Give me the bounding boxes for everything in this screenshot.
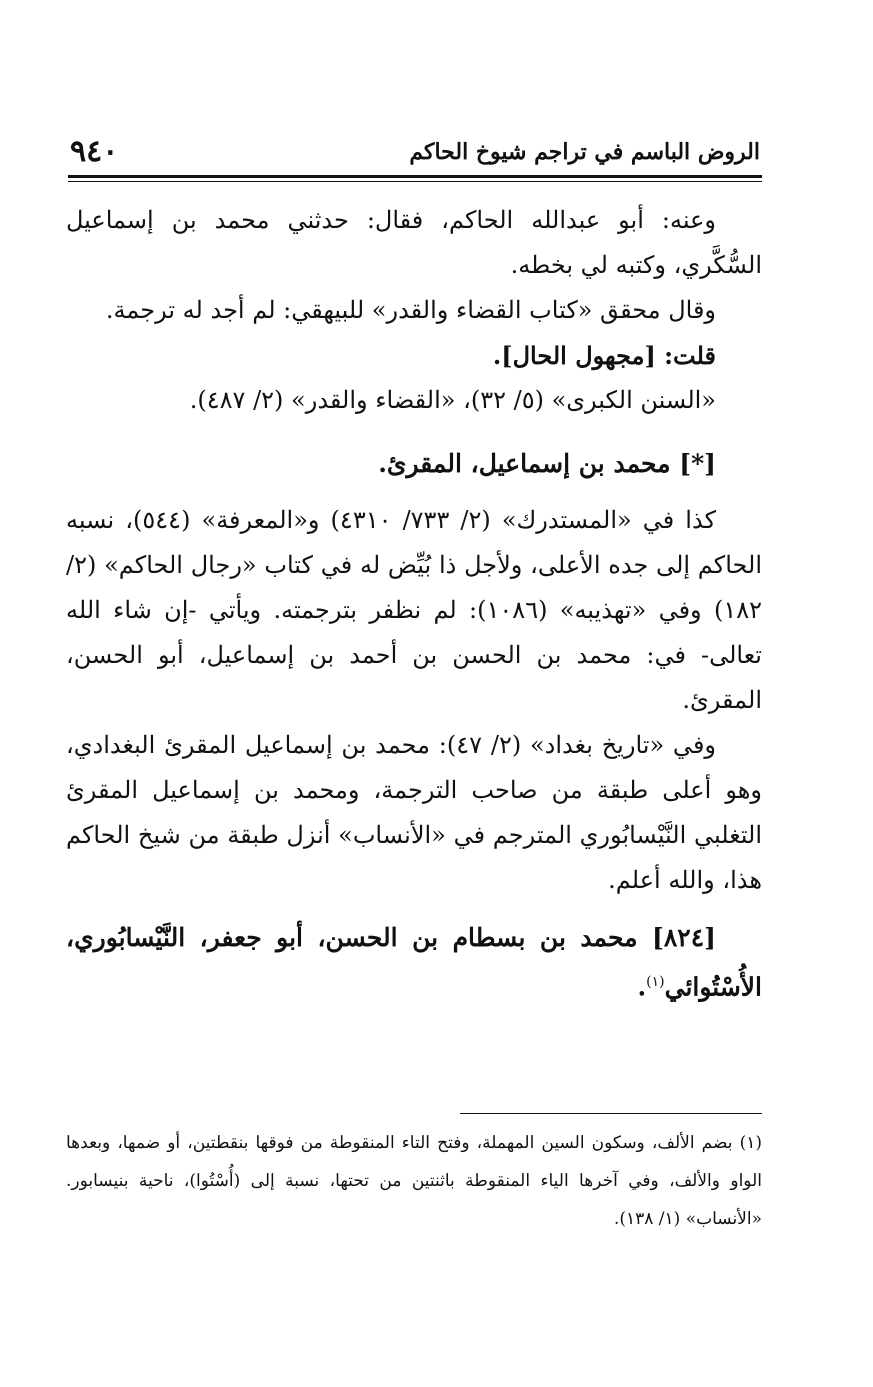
footnote-separator (460, 1113, 762, 1114)
entry-heading-star: [*] محمد بن إسماعيل، المقرئ. (378, 449, 716, 478)
paragraph-verdict: قلت: [مجهول الحال]. (492, 341, 716, 370)
entry-824-end: . (637, 972, 647, 1002)
spacer (66, 486, 762, 498)
spacer (66, 903, 762, 915)
running-title: الروض الباسم في تراجم شيوخ الحاكم (409, 139, 760, 165)
spacer (66, 423, 762, 441)
paragraph-mustadrak: كذا في «المستدرك» (٢/ ٧٣٣/ ٤٣١٠) و«المعرفة» (٥٤٤)، نسبه الحاكم إلى جده الأعلى، ولأجل ذا بُيِّض له في كتاب «رجال الحاكم» (٢/ ١٨٢) وفي «تهذيبه» (١٠٨٦): لم نظفر بترجمته. ويأتي -إن شاء الله تعالى- في: محمد بن الحسن بن أحمد بن إسماعيل، أبو الحسن، المقرئ. (66, 506, 762, 714)
footnote-marker: (١) (646, 974, 665, 990)
footnote-1: (١) بضم الألف، وسكون السين المهملة، وفتح التاء المنقوطة من فوقها بنقطتين، أو ضمها، وبعدها الواو والألف، وفي آخرها الياء المنقوطة باثنتين من تحتها، نسبة إلى (أُسْتُوا)، ناحية بنيسابور. «الأنساب» (١/ ١٣٨). (66, 1133, 762, 1229)
paragraph-narrator: وعنه: أبو عبدالله الحاكم، فقال: حدثني محمد بن إسماعيل السُّكَّري، وكتبه لي بخطه. (66, 206, 762, 279)
footnotes (66, 1124, 762, 1238)
page-header (70, 132, 760, 172)
paragraph-editor-note: وقال محقق «كتاب القضاء والقدر» للبيهقي: لم أجد له ترجمة. (105, 296, 716, 324)
page-number: ٩٤٠ (70, 134, 119, 169)
paragraph-tarikh-baghdad: وفي «تاريخ بغداد» (٢/ ٤٧): محمد بن إسماعيل المقرئ البغدادي، وهو أعلى طبقة من صاحب الترجمة، ومحمد بن إسماعيل المقرئ التغلبي النَّيْسابُوري المترجم في «الأنساب» أنزل طبقة من شيخ الحاكم هذا، والله أعلم. (66, 731, 762, 894)
main-text (66, 198, 762, 1009)
header-rule-thin (68, 181, 762, 182)
entry-824-text: [٨٢٤] محمد بن بسطام بن الحسن، أبو جعفر، النَّيْسابُوري، الأُسْتُوائي (66, 923, 762, 1002)
paragraph-sources: «السنن الكبرى» (٥/ ٣٢)، «القضاء والقدر» (٢/ ٤٨٧). (189, 386, 716, 414)
entry-heading-824 (66, 915, 762, 1009)
header-rule-thick (68, 175, 762, 178)
